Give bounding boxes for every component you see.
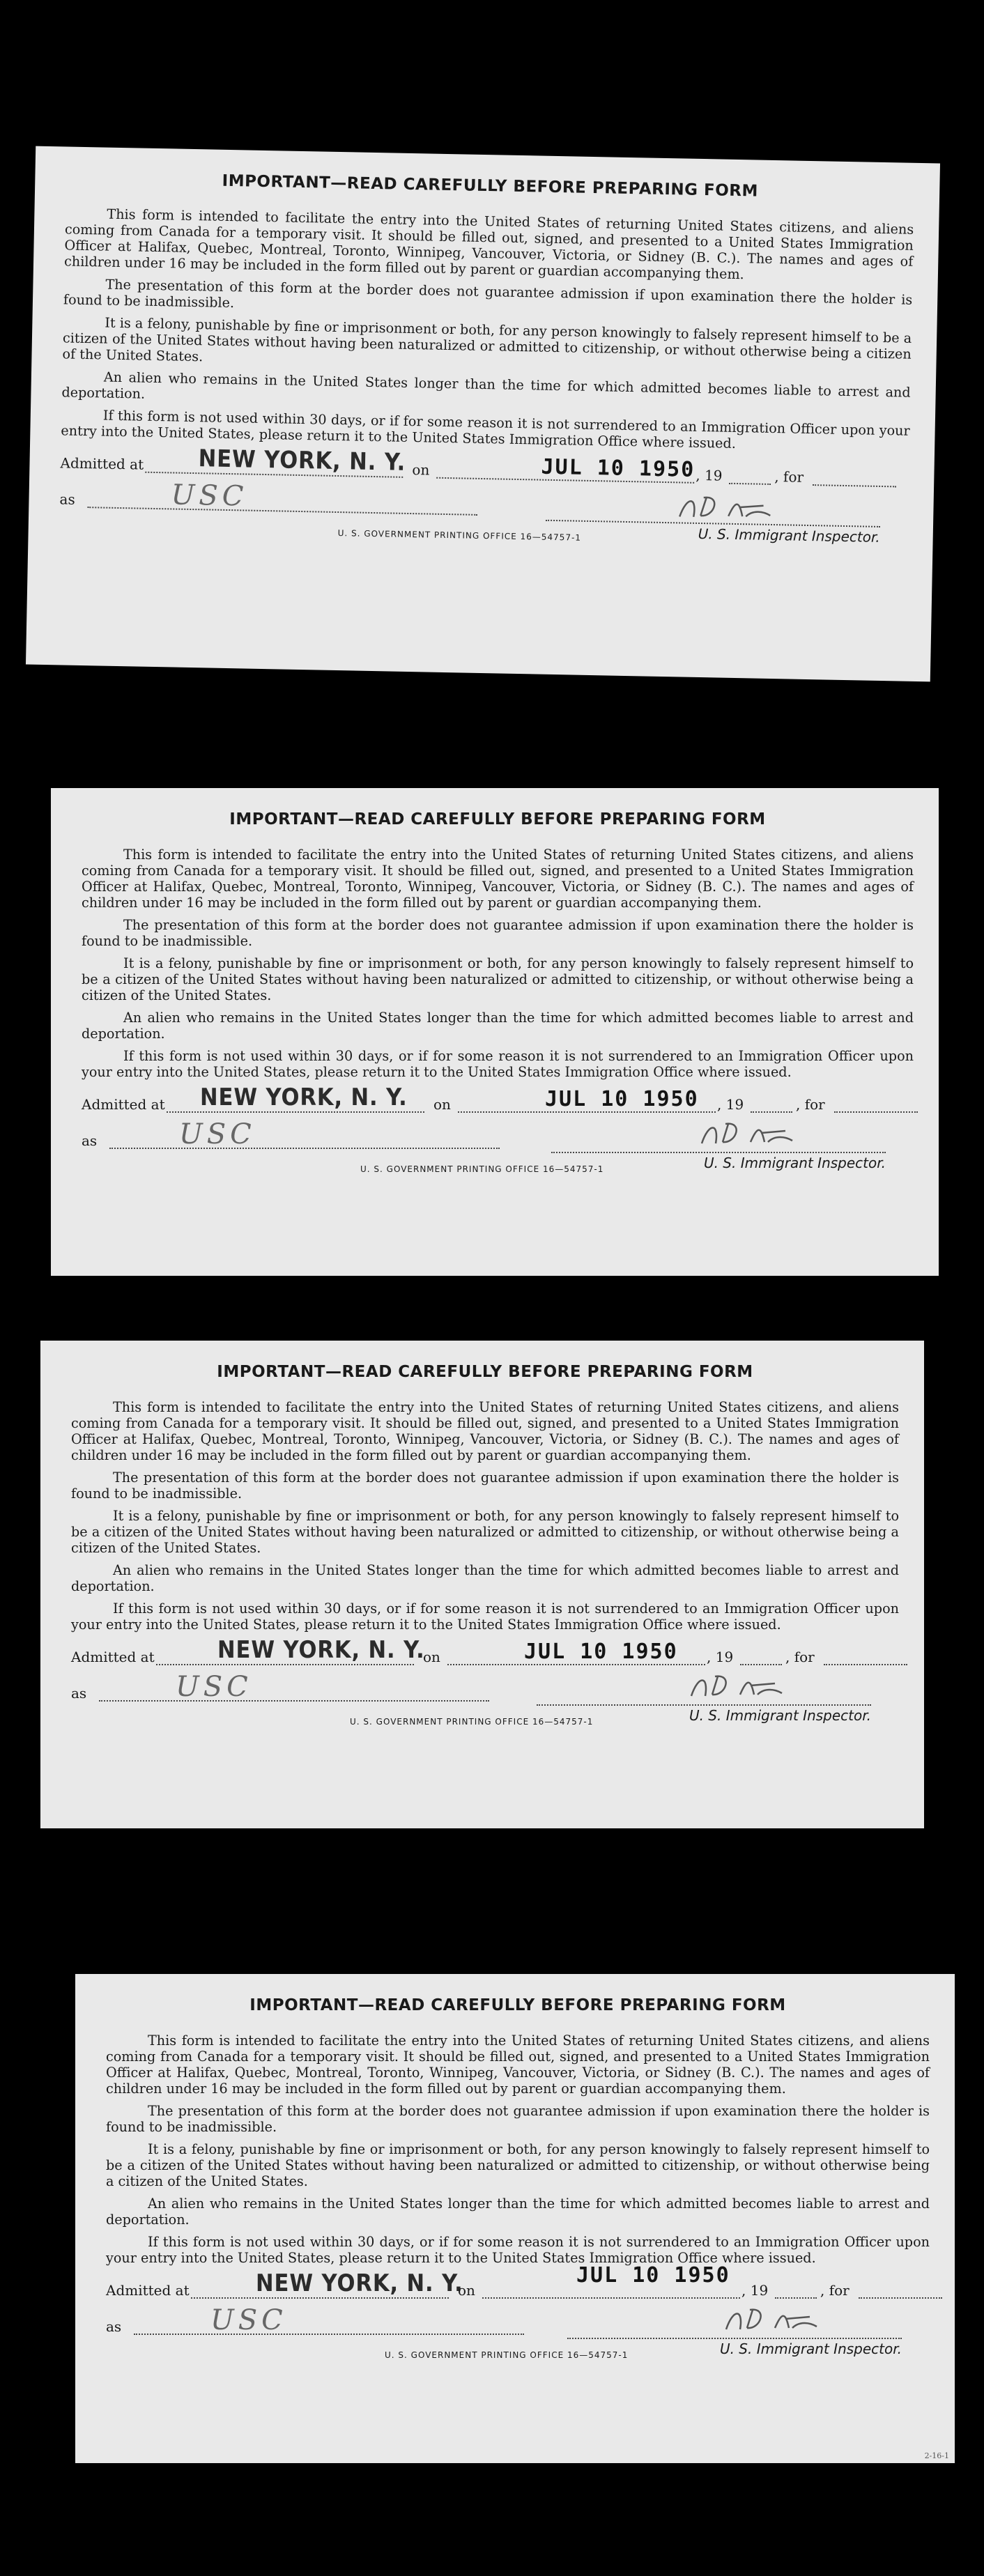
form-footer	[106, 2340, 930, 2366]
year-label: , 19	[695, 466, 723, 484]
gpo-imprint: U. S. GOVERNMENT PRINTING OFFICE 16—54757-1	[337, 528, 582, 543]
entry-form-card-2	[51, 788, 939, 1276]
gpo-imprint: U. S. GOVERNMENT PRINTING OFFICE 16—54757-1	[385, 2350, 629, 2360]
form-heading: IMPORTANT—READ CAREFULLY BEFORE PREPARING FORM	[229, 810, 766, 828]
inspector-label: U. S. Immigrant Inspector.	[689, 1707, 871, 1724]
inspector-signature	[672, 488, 778, 525]
for-label: , for	[796, 1096, 825, 1113]
paragraph-admission: The presentation of this form at the border does not guarantee admission if upon examination there the holder is found to be inadmissible.	[82, 917, 914, 949]
paragraph-return: If this form is not used within 30 days, or if for some reason it is not surrendered to an Immigration Officer upon your entry into the United States, please return it to the United States Immigration Office where issued.	[71, 1601, 899, 1633]
paragraph-deportation: An alien who remains in the United States longer than the time for which admitted becomes liable to arrest and deportation.	[106, 2196, 930, 2228]
paragraph-felony: It is a felony, punishable by fine or imprisonment or both, for any person knowingly to falsely represent himself to be a citizen of the United States without having been naturalized or admitted to citizenship, or without otherwise being a citizen of the United States.	[71, 1508, 899, 1556]
date-stamp: JUL 10 1950	[541, 454, 695, 482]
port-stamp: NEW YORK, N. Y.	[198, 445, 406, 477]
paragraph-deportation: An alien who remains in the United States longer than the time for which admitted becomes liable to arrest and deportation.	[71, 1562, 899, 1594]
paragraph-felony: It is a felony, punishable by fine or imprisonment or both, for any person knowingly to falsely represent himself to be a citizen of the United States without having been naturalized or admitted to citizenship, or without otherwise being a citizen of the United States.	[62, 314, 912, 365]
on-label: on	[412, 461, 430, 479]
form-heading: IMPORTANT—READ CAREFULLY BEFORE PREPARING FORM	[249, 1996, 786, 2014]
paragraph-admission: The presentation of this form at the border does not guarantee admission if upon examination there the holder is found to be inadmissible.	[106, 2103, 930, 2135]
admitted-at-label: Admitted at	[71, 1649, 155, 1665]
as-row	[82, 1118, 914, 1155]
as-label: as	[59, 491, 75, 508]
class-handwritten: USC	[171, 479, 248, 513]
as-row	[106, 2304, 930, 2340]
paragraph-purpose: This form is intended to facilitate the entry into the United States of returning United States citizens, and aliens coming from Canada for a temporary visit. It should be filled out, signed, and presented to a United States Immigration Officer at Halifax, Quebec, Montreal, Toronto, Winnipeg, Vancouver, Victoria, or Sidney (B. C.). The names and ages of children under 16 may be included in the form filled out by parent or guardian accompanying them.	[63, 206, 914, 283]
year-label: , 19	[707, 1649, 734, 1665]
paragraph-deportation: An alien who remains in the United States longer than the time for which admitted becomes liable to arrest and deportation.	[82, 1010, 914, 1042]
on-label: on	[458, 2282, 475, 2299]
inspector-label: U. S. Immigrant Inspector.	[719, 2340, 902, 2357]
admitted-row	[82, 1083, 914, 1118]
paragraph-deportation: An alien who remains in the United States longer than the time for which admitted becomes liable to arrest and deportation.	[61, 369, 911, 402]
year-label: , 19	[717, 1096, 744, 1113]
paragraph-return: If this form is not used within 30 days, or if for some reason it is not surrendered to an Immigration Officer upon your entry into the United States, please return it to the United States Immigration Office where issued.	[106, 2234, 930, 2266]
class-handwritten: USC	[179, 1118, 256, 1150]
paragraph-return: If this form is not used within 30 days, or if for some reason it is not surrendered to an Immigration Officer upon your entry into the United States, please return it to the United States Immigration Office where issued.	[82, 1048, 914, 1080]
gpo-imprint: U. S. GOVERNMENT PRINTING OFFICE 16—54757-1	[360, 1164, 604, 1174]
class-handwritten: USC	[176, 1671, 252, 1703]
for-label: , for	[785, 1649, 815, 1665]
gpo-imprint: U. S. GOVERNMENT PRINTING OFFICE 16—54757-1	[350, 1717, 594, 1727]
on-label: on	[433, 1096, 451, 1113]
for-label: , for	[820, 2282, 850, 2299]
paragraph-purpose: This form is intended to facilitate the entry into the United States of returning United States citizens, and aliens coming from Canada for a temporary visit. It should be filled out, signed, and presented to a United States Immigration Officer at Halifax, Quebec, Montreal, Toronto, Winnipeg, Vancouver, Victoria, or Sidney (B. C.). The names and ages of children under 16 may be included in the form filled out by parent or guardian accompanying them.	[71, 1399, 899, 1463]
admitted-row	[71, 1636, 899, 1671]
on-label: on	[423, 1649, 440, 1665]
entry-form-card-1	[26, 146, 940, 682]
admitted-at-label: Admitted at	[82, 1096, 165, 1113]
as-label: as	[82, 1132, 98, 1149]
as-label: as	[106, 2318, 122, 2335]
inspector-signature	[719, 2301, 824, 2336]
for-label: , for	[774, 468, 804, 486]
admitted-at-label: Admitted at	[60, 454, 144, 473]
inspector-label: U. S. Immigrant Inspector.	[698, 525, 880, 546]
port-stamp: NEW YORK, N. Y.	[256, 2269, 463, 2297]
inspector-signature	[695, 1116, 799, 1150]
paragraph-purpose: This form is intended to facilitate the entry into the United States of returning United States citizens, and aliens coming from Canada for a temporary visit. It should be filled out, signed, and presented to a United States Immigration Officer at Halifax, Quebec, Montreal, Toronto, Winnipeg, Vancouver, Victoria, or Sidney (B. C.). The names and ages of children under 16 may be included in the form filled out by parent or guardian accompanying them.	[106, 2033, 930, 2097]
form-heading: IMPORTANT—READ CAREFULLY BEFORE PREPARING FORM	[217, 1363, 753, 1381]
date-stamp: JUL 10 1950	[545, 1087, 699, 1111]
corner-mark: 2-16-1	[924, 2451, 949, 2460]
paragraph-return: If this form is not used within 30 days, or if for some reason it is not surrendered to an Immigration Officer upon your entry into the United States, please return it to the United States Immigration Office where issued.	[61, 407, 910, 452]
paragraph-purpose: This form is intended to facilitate the entry into the United States of returning United States citizens, and aliens coming from Canada for a temporary visit. It should be filled out, signed, and presented to a United States Immigration Officer at Halifax, Quebec, Montreal, Toronto, Winnipeg, Vancouver, Victoria, or Sidney (B. C.). The names and ages of children under 16 may be included in the form filled out by parent or guardian accompanying them.	[82, 847, 914, 911]
year-label: , 19	[741, 2282, 769, 2299]
admitted-at-label: Admitted at	[106, 2282, 190, 2299]
port-stamp: NEW YORK, N. Y.	[200, 1083, 408, 1111]
paragraph-admission: The presentation of this form at the border does not guarantee admission if upon examination there the holder is found to be inadmissible.	[71, 1470, 899, 1502]
date-stamp: JUL 10 1950	[576, 2263, 730, 2288]
form-footer	[71, 1707, 899, 1732]
port-stamp: NEW YORK, N. Y.	[217, 1636, 425, 1664]
date-stamp: JUL 10 1950	[524, 1640, 678, 1664]
paragraph-admission: The presentation of this form at the border does not guarantee admission if upon examination there the holder is found to be inadmissible.	[63, 276, 913, 311]
form-footer	[82, 1155, 914, 1180]
inspector-label: U. S. Immigrant Inspector.	[703, 1155, 886, 1171]
inspector-signature	[684, 1668, 789, 1703]
paragraph-felony: It is a felony, punishable by fine or imprisonment or both, for any person knowingly to falsely represent himself to be a citizen of the United States without having been naturalized or admitted to citizenship, or without otherwise being a citizen of the United States.	[82, 955, 914, 1003]
paragraph-felony: It is a felony, punishable by fine or imprisonment or both, for any person knowingly to falsely represent himself to be a citizen of the United States without having been naturalized or admitted to citizenship, or without otherwise being a citizen of the United States.	[106, 2141, 930, 2189]
as-row	[71, 1671, 899, 1707]
form-heading: IMPORTANT—READ CAREFULLY BEFORE PREPARING FORM	[222, 171, 759, 201]
entry-form-card-4	[75, 1974, 955, 2463]
as-label: as	[71, 1685, 87, 1702]
admitted-row	[106, 2263, 930, 2304]
class-handwritten: USC	[210, 2304, 287, 2336]
entry-form-card-3	[40, 1341, 924, 1828]
